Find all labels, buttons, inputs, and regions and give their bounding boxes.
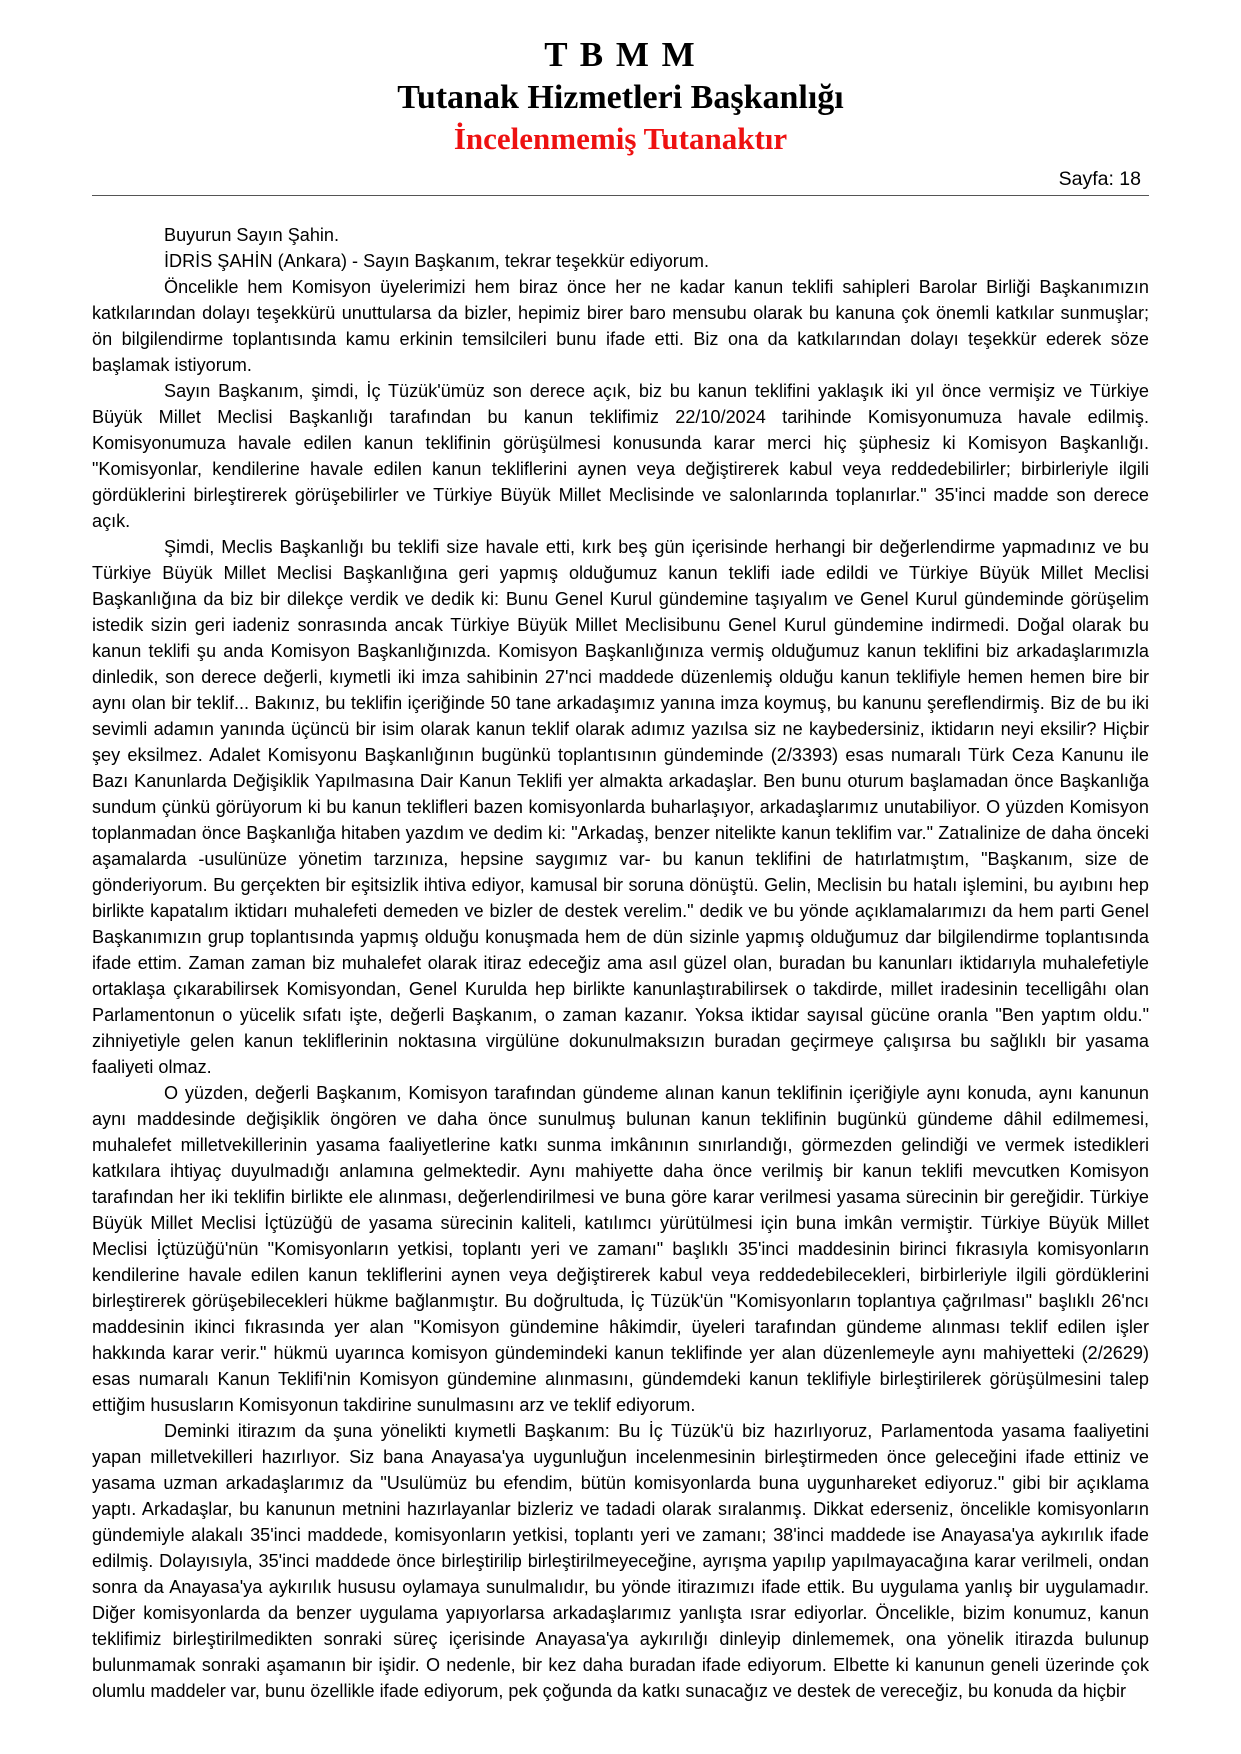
document-body <box>92 196 1149 1704</box>
paragraph-3: Sayın Başkanım, şimdi, İç Tüzük'ümüz son derece açık, biz bu kanun teklifini yaklaşık iki yıl önce vermişiz ve Türkiye Büyük Millet Meclisi Başkanlığı tarafından bu kanun teklifimiz 22/10/2024 tarihinde Komisyonumuza havale edilmiş. Komisyonumuza havale edilen kanun teklifinin görüşülmesi konusunda karar merci hiç şüphesiz ki Komisyon Başkanlığı. "Komisyonlar, kendilerine havale edilen kanun tekliflerini aynen veya değiştirerek kabul veya reddedebilirler; birbirleriyle ilgili gördüklerini birleştirerek görüşebilirler ve Türkiye Büyük Millet Meclisinde ve salonlarında toplanırlar." 35'inci madde son derece açık. <box>92 380 1149 531</box>
paragraph-6: Deminki itirazım da şuna yönelikti kıymetli Başkanım: Bu İç Tüzük'ü biz hazırlıyoruz, Parlamentoda yasama faaliyetini yapan milletvekilleri hazırlıyor. Siz bana Anayasa'ya uygunluğun incelenmesinin birleştirmeden önce geleceğini ifade ettiniz ve yasama uzman arkadaşlarımız da "Usulümüz bu efendim, bütün komisyonlarda buna uygunhareket ediyoruz." gibi bir açıklama yaptı. Arkadaşlar, bu kanunun metnini hazırlayanlar bizleriz ve tadadi olarak sıralanmış. Dikkat ederseniz, öncelikle komisyonların gündemiyle alakalı 35'inci maddede, komisyonların yetkisi, toplantı yeri ve zamanı; 38'inci maddede ise Anayasa'ya aykırılık ifade edilmiş. Dolayısıyla, 35'inci maddede önce birleştirilip birleştirilmeyeceğine, ayrışma yapılıp yapılmayacağına karar verilmeli, ondan sonra da Anayasa'ya aykırılık hususu oylamaya sunulmalıdır, bu yönde itirazımızı ifade ettik. Bu uygulama yanlış bir uygulamadır. Diğer komisyonlarda da benzer uygulama yapıyorlarsa arkadaşlarımız yanlışta ısrar ediyorlar. Öncelikle, bizim konumuz, kanun teklifimiz birleştirilmedikten sonraki süreç içerisinde Anayasa'ya aykırılığı dinleyip dinlememek, ona yönelik itirazda bulunup bulunmamak sonraki aşamanın bir işidir. O nedenle, bir kez daha buradan ifade ediyorum. Elbette ki kanunun geneli üzerinde çok olumlu maddeler var, bunu özellikle ifade ediyorum, pek çoğunda da katkı sunacağız ve destek de vereceğiz, bu konuda da hiçbir <box>92 1420 1149 1701</box>
header-notice-unreviewed: İncelenmemiş Tutanaktır <box>453 121 788 157</box>
document-header <box>0 0 1241 158</box>
header-title-tbmm: T B M M <box>544 35 697 74</box>
header-subtitle-department: Tutanak Hizmetleri Başkanlığı <box>397 78 844 116</box>
paragraph-0: Buyurun Sayın Şahin. <box>164 224 340 245</box>
paragraph-5: O yüzden, değerli Başkanım, Komisyon tarafından gündeme alınan kanun teklifinin içeriğiyle aynı konuda, aynı kanunun aynı maddesinde değişiklik öngören ve daha önce sunulmuş bulunan kanun teklifinin bugünkü gündeme dâhil edilmemesi, muhalefet milletvekillerinin yasama faaliyetlerine katkı sunma imkânının sınırlandığı, görmezden gelindiği ve vermek istedikleri katkılara ihtiyaç duyulmadığı anlamına gelmektedir. Aynı mahiyette daha önce verilmiş bir kanun teklifi mevcutken Komisyon tarafından her iki teklifin birlikte ele alınması, değerlendirilmesi ve buna göre karar verilmesi yasama sürecinin bir gereğidir. Türkiye Büyük Millet Meclisi İçtüzüğü de yasama sürecinin kaliteli, katılımcı yürütülmesi için buna imkân vermiştir. Türkiye Büyük Millet Meclisi İçtüzüğü'nün "Komisyonların yetkisi, toplantı yeri ve zamanı" başlıklı 35'inci maddesinin birinci fıkrasıyla komisyonların kendilerine havale edilen kanun tekliflerini aynen veya değiştirerek kabul veya reddedebilecekleri, birbirleriyle ilgili gördüklerini birleştirerek görüşebilecekleri hükme bağlanmıştır. Bu doğrultuda, İç Tüzük'ün "Komisyonların toplantıya çağrılması" başlıklı 26'ncı maddesinin ikinci fıkrasında yer alan "Komisyon gündemine hâkimdir, üyeleri tarafından gündeme alınması teklif edilen işler hakkında karar verir." hükmü uyarınca komisyon gündemindeki kanun teklifinde yer alan düzenlemeyle aynı mahiyetteki (2/2629) esas numaralı Kanun Teklifi'nin Komisyon gündemine alınmasını, gündemdeki kanun teklifiyle birleştirilerek görüşülmesini talep ettiğim hususların Komisyonun takdirine sunulmasını arz ve teklif ediyorum. <box>92 1082 1149 1415</box>
paragraph-4: Şimdi, Meclis Başkanlığı bu teklifi size havale etti, kırk beş gün içerisinde herhangi bir değerlendirme yapmadınız ve bu Türkiye Büyük Millet Meclisi Başkanlığına geri yapmış olduğumuz kanun teklifi iade edildi ve Türkiye Büyük Millet Meclisi Başkanlığına da biz bir dilekçe verdik ve dedik ki: Bunu Genel Kurul gündemine taşıyalım ve Genel Kurul gündeminde görüşelim istedik sizin geri iadeniz sonrasında ancak Türkiye Büyük Millet Meclisibunu Genel Kurul gündemine indirmedi. Doğal olarak bu kanun teklifi şu anda Komisyon Başkanlığınızda. Komisyon Başkanlığınıza vermiş olduğumuz kanun teklifini biz arkadaşlarımızla dinledik, son derece değerli, kıymetli iki imza sahibinin 27'nci maddede düzenlemiş olduğu kanun teklifiyle hemen hemen bire bir aynı olan bir teklif... Bakınız, bu teklifin içeriğinde 50 tane arkadaşımız yanına imza koymuş, bu kanunu şereflendirmiş. Biz de bu iki sevimli adamın yanında üçüncü bir isim olarak kanun teklif olarak adımız yazılsa siz ne kaybedersiniz, iktidarın neyi eksilir? Hiçbir şey eksilmez. Adalet Komisyonu Başkanlığının bugünkü toplantısının gündeminde (2/3393) esas numaralı Türk Ceza Kanunu ile Bazı Kanunlarda Değişiklik Yapılmasına Dair Kanun Teklifi yer almakta arkadaşlar. Ben bunu oturum başlamadan önce Başkanlığa sundum çünkü görüyorum ki bu kanun teklifleri bazen komisyonlarda buharlaşıyor, arkadaşlarımız unutabiliyor. O yüzden Komisyon toplanmadan önce Başkanlığa hitaben yazdım ve dedim ki: "Arkadaş, benzer nitelikte kanun teklifim var." Zatıalinize de daha önceki aşamalarda -usulünüze yönetim tarzınıza, hepsine saygımız var- bu kanun teklifini de hatırlatmıştım, "Başkanım, size de gönderiyorum. Bu gerçekten bir eşitsizlik ihtiva ediyor, kamusal bir soruna dönüştü. Gelin, Meclisin bu hatalı işlemini, bu ayıbını hep birlikte kapatalım iktidarı muhalefeti demeden ve bizler de destek verelim." dedik ve bu yönde açıklamalarımızı da hem parti Genel Başkanımızın grup toplantısında yapmış olduğu konuşmada hem de dün sizinle yapmış olduğumuz dar bilgilendirme toplantısında ifade ettim. Zaman zaman biz muhalefet olarak itiraz edeceğiz ama asıl güzel olan, buradan bu kanunları iktidarıyla muhalefetiyle ortaklaşa çıkarabilirsek Komisyondan, Genel Kurulda hep birlikte kanunlaştırabilirsek o takdirde, millet iradesinin tecelligâhı olan Parlamentonun o yücelik sıfatı işte, değerli Başkanım, o zaman kazanır. Yoksa iktidar sayısal gücüne oranla "Ben yaptım oldu." zihniyetiyle gelen kanun tekliflerinin noktasına virgülüne dokunulmaksızın buradan geçirmeye çalışırsa bu sağlıklı bir yasama faaliyeti olmaz. <box>92 536 1149 1077</box>
paragraph-2: Öncelikle hem Komisyon üyelerimizi hem biraz önce her ne kadar kanun teklifi sahipleri Barolar Birliği Başkanımızın katkılarından dolayı teşekkürü unuttularsa da bizler, hepimiz birer baro mensubu olarak bu kanuna çok önemli katkılar sunmuşlar; ön bilgilendirme toplantısında kamu erkinin temsilcileri bunu ifade etti. Biz ona da katkılarından dolayı teşekkür ederek söze başlamak istiyorum. <box>92 276 1149 375</box>
page-number-label: Sayfa: 18 <box>1058 167 1141 190</box>
paragraph-1: İDRİS ŞAHİN (Ankara) - Sayın Başkanım, tekrar teşekkür ediyorum. <box>164 250 709 271</box>
